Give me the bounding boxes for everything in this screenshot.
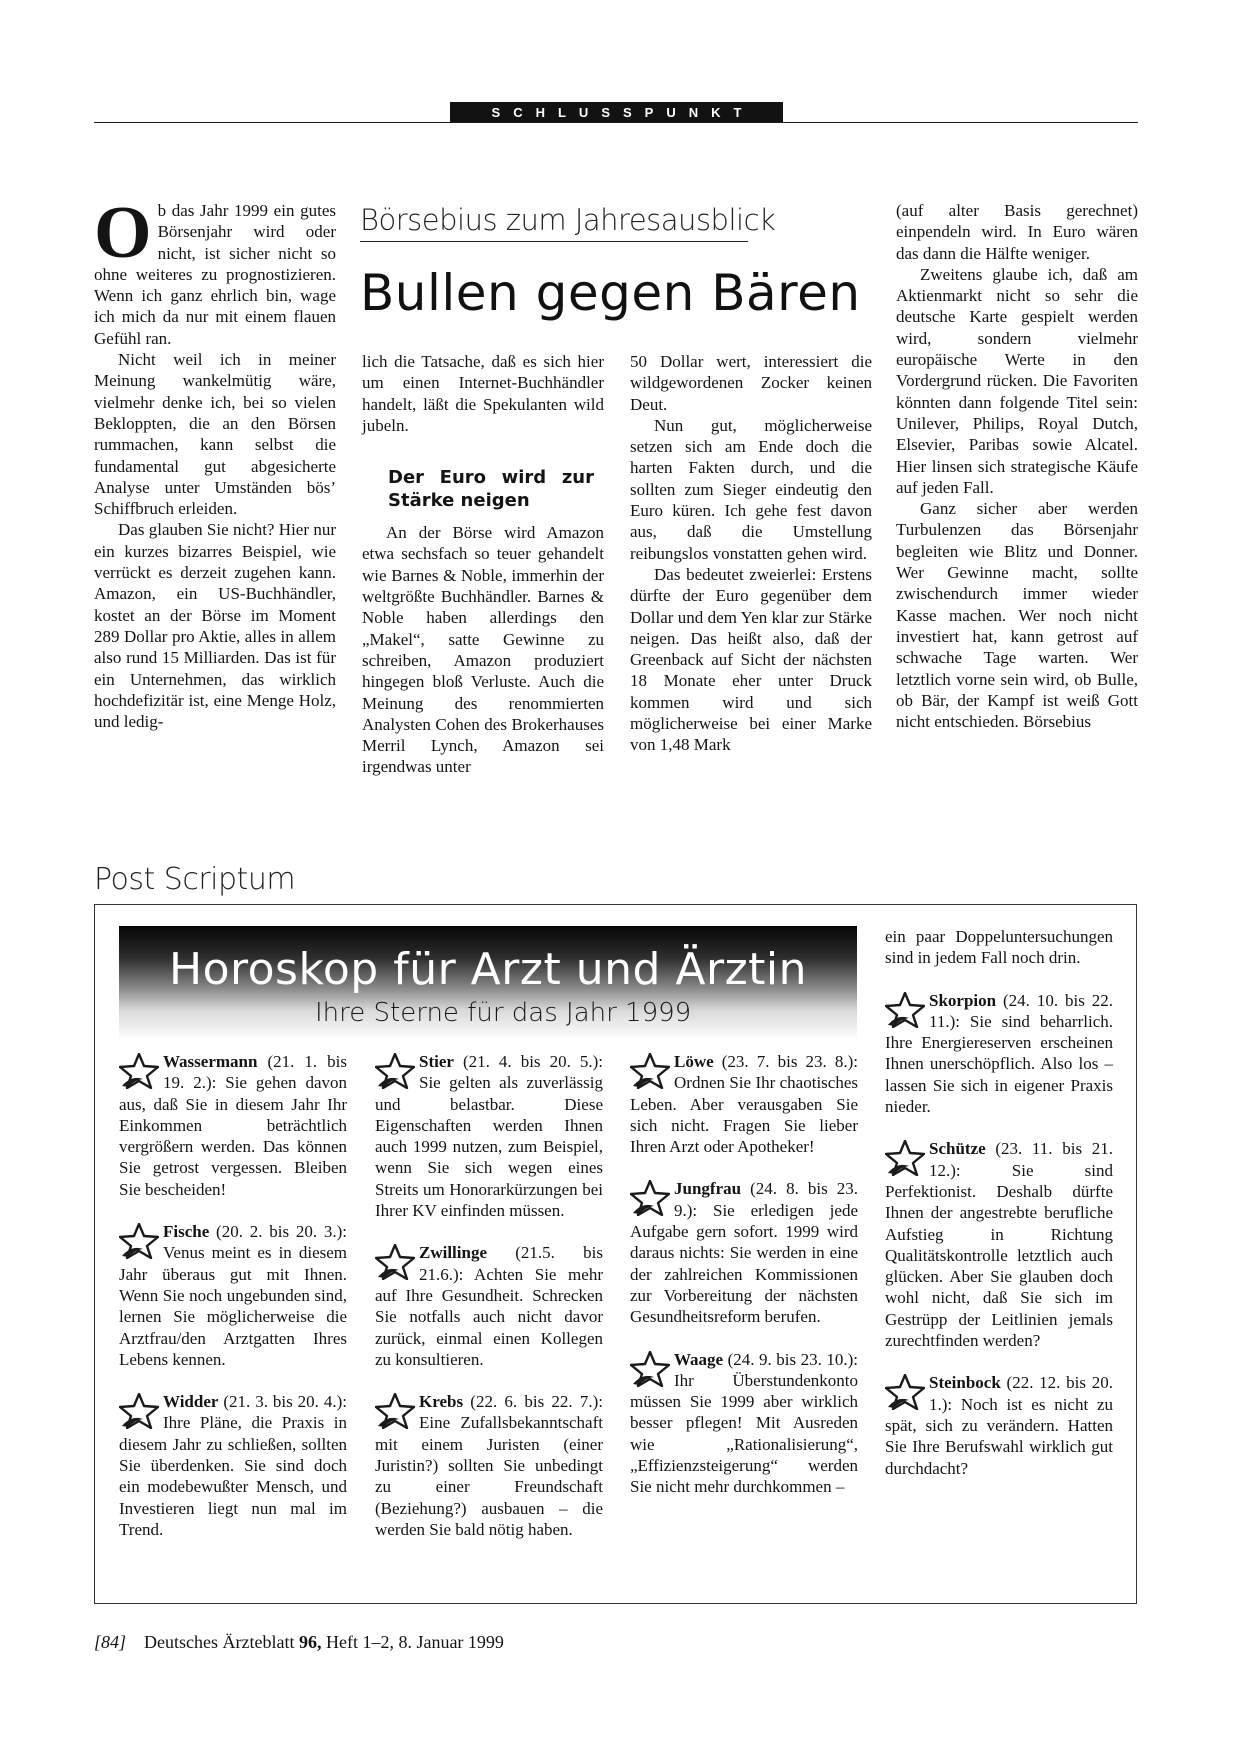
star-icon <box>375 1244 415 1280</box>
horoscope-column-3 <box>630 1051 858 1519</box>
horoscope-entry: Fische (20. 2. bis 20. 3.): Venus meint es in diesem Jahr überaus gut mit Ihnen. Wenn Sie noch ungebunden sind, lernen Sie möglicherweise die Arztfrau/den Arztgatten Ihres Lebens kennen. <box>119 1222 347 1369</box>
zodiac-sign: Stier <box>419 1052 454 1071</box>
star-icon <box>375 1393 415 1429</box>
horoscope-entry: Krebs (22. 6. bis 22. 7.): Eine Zufallsbekanntschaft mit einem Juristen (einer Juristin?) sollten Sie unbedingt zu einer Freundschaft (Beziehung?) ausbauen – die werden Sie bald nötig haben. <box>375 1392 603 1539</box>
zodiac-sign: Steinbock <box>929 1373 1001 1393</box>
article-kicker: Börsebius zum Jahresausblick <box>360 203 776 237</box>
article-paragraph: An der Börse wird Amazon etwa sechsfach so teuer gehandelt wie Barnes & Noble, immerhin der weltgrößte Buchhändler. Barnes & Noble haben allerdings den „Makel“, satte Gewinne zu schreiben, Amazon produziert hingegen bloß Verluste. Auch die Meinung des renommierten Analysten Cohen des Brokerhauses Merril Lynch, Amazon sei irgendwas unter <box>362 523 604 777</box>
article-paragraph: lich die Tatsache, daß es sich hier um einen Internet-Buchhändler handelt, läßt die Spekulanten wild jubeln. <box>362 352 604 435</box>
horoscope-column-1 <box>119 1051 347 1561</box>
horoscope-entry: Waage (24. 9. bis 23. 10.): Ihr Überstundenkonto müssen Sie 1999 aber wirklich besser pflegen! Mit Ausreden wie „Rationalisierung“, „Effizienzsteigerung“ werden Sie nicht mehr durchkommen – <box>630 1349 858 1497</box>
article-paragraph: 50 Dollar wert, interessiert die wildgewordenen Zocker keinen Deut. <box>630 352 872 414</box>
journal-volume: 96, <box>298 1632 322 1652</box>
drop-cap: O <box>94 192 152 274</box>
horoscope-entry: Schütze (23. 11. bis 21. 12.): Sie sind Perfektionist. Deshalb dürfte Ihnen der angestrebte berufliche Aufstieg in Richtung Qualitätskontrolle letztlich auch glücken. Aber Sie glauben doch wohl nicht, daß Sie sich im Gestrüpp der Leitlinien jemals zurechtfinden werden? <box>885 1139 1113 1351</box>
zodiac-sign: Fische <box>163 1222 210 1242</box>
kicker-underline <box>360 241 748 242</box>
horoscope-subtitle: Ihre Sterne für das Jahr 1999 <box>315 998 692 1028</box>
star-icon <box>375 1053 415 1089</box>
star-icon <box>885 992 925 1028</box>
article-paragraph: Das bedeutet zweierlei: Erstens dürfte der Euro gegenüber dem Dollar und dem Yen klar zur Stärke neigen. Das heißt also, daß der Greenback auf Sicht der nächsten 18 Monate eher unter Druck kommen wird und sich möglicherweise bei einer Marke von 1,48 Mark <box>630 564 872 755</box>
section-label: SCHLUSSPUNKT <box>450 102 783 123</box>
article-column-3 <box>630 351 872 756</box>
star-icon <box>630 1351 670 1387</box>
article-paragraph: Ob das Jahr 1999 ein gutes Börsenjahr wird oder nicht, ist sicher nicht so ohne weiteres zu prognostizieren. Wenn ich ganz ehrlich bin, wage ich mich da nur mit einem flauen Gefühl ran. <box>94 192 336 348</box>
star-icon <box>119 1223 159 1259</box>
article-headline: Bullen gegen Bären <box>360 264 861 322</box>
article-paragraph: Nicht weil ich in meiner Meinung wankelmütig wäre, vielmehr denke ich, bei so vielen Bekloppten, die an den Börsen rummachen, kann selbst die fundamental gut abgesicherte Analyse unter Umständen bös’ Schiffbruch erleiden. <box>94 350 336 519</box>
horoscope-title: Horoskop für Arzt und Ärztin <box>169 944 808 995</box>
article-subhead: Der Euro wird zur Stärke neigen <box>388 467 594 512</box>
article-column-2 <box>362 351 604 778</box>
header-rule <box>94 122 1138 123</box>
zodiac-sign: Schütze <box>929 1139 986 1159</box>
article-column-1 <box>94 192 336 732</box>
zodiac-sign: Löwe <box>674 1052 714 1071</box>
article-paragraph: Zweitens glaube ich, daß am Aktienmarkt nicht so sehr die deutsche Karte gespielt werden wird, sondern vielmehr europäische Werte in den Vordergrund rücken. Die Favoriten könnten dann folgende Titel sein: Unilever, Philips, Royal Dutch, Elsevier, Paribas sowie Alcatel. Hier linsen sich strategische Käufe auf jeden Fall. <box>896 264 1138 497</box>
star-icon <box>885 1374 925 1410</box>
horoscope-column-4 <box>885 926 1113 1500</box>
zodiac-sign: Jungfrau <box>674 1179 742 1199</box>
horoscope-entry: Löwe (23. 7. bis 23. 8.): Ordnen Sie Ihr chaotisches Leben. Aber verausgaben Sie sich nicht. Fragen Sie lieber Ihren Arzt oder Apotheker! <box>630 1052 858 1157</box>
horoscope-entry: Jungfrau (24. 8. bis 23. 9.): Sie erledigen jede Aufgabe gern sofort. 1999 wird daraus nichts: Sie werden in eine der zahlreichen Kommissionen zur Vorbereitung der nächsten Gesundheitsreform berufen. <box>630 1179 858 1327</box>
zodiac-sign: Widder <box>163 1392 219 1412</box>
horoscope-entry: Stier (21. 4. bis 20. 5.): Sie gelten als zuverlässig und belastbar. Diese Eigenschaften werden Ihnen auch 1999 nutzen, zum Beispiel, wenn Sie sich wegen eines Streits um Honorarkürzungen bei Ihrer KV einfinden müssen. <box>375 1052 603 1221</box>
article-paragraph: (auf alter Basis gerechnet) einpendeln wird. In Euro wären das dann die Hälfte weniger. <box>896 201 1138 263</box>
star-icon <box>119 1393 159 1429</box>
horoscope-column-2 <box>375 1051 603 1561</box>
horoscope-entry: Widder (21. 3. bis 20. 4.): Ihre Pläne, die Praxis in diesem Jahr zu schließen, sollten Sie überdenken. Sie sind doch ein modebewußter Mensch, und Investieren liegt nun mal im Trend. <box>119 1392 347 1539</box>
article-column-4 <box>896 200 1138 732</box>
horoscope-entry: Steinbock (22. 12. bis 20. 1.): Noch ist es nicht zu spät, sich zu verändern. Hatten Sie Ihre Berufswahl wirklich gut durchdacht? <box>885 1373 1113 1478</box>
journal-name: Deutsches Ärzteblatt <box>144 1632 295 1652</box>
zodiac-sign: Wassermann <box>163 1052 258 1071</box>
page-number: [84] <box>94 1632 127 1652</box>
issue-info: Heft 1–2, 8. Januar 1999 <box>325 1632 504 1652</box>
horoscope-continuation: ein paar Doppeluntersuchungen sind in jedem Fall noch drin. <box>885 927 1113 968</box>
horoscope-entry: Zwillinge (21.5. bis 21.6.): Achten Sie mehr auf Ihre Gesundheit. Schrecken Sie notfalls auch nicht davor zurück, einmal einen Kollegen zu konsultieren. <box>375 1243 603 1369</box>
star-icon <box>630 1053 670 1089</box>
star-icon <box>119 1053 159 1089</box>
horoscope-entry: Wassermann (21. 1. bis 19. 2.): Sie gehen davon aus, daß Sie in diesem Jahr Ihr Einkommen beträchtlich vergrößern werden. Das können Sie getrost vergessen. Bleiben Sie bescheiden! <box>119 1052 347 1199</box>
horoscope-banner <box>119 926 857 1040</box>
star-icon <box>885 1140 925 1176</box>
zodiac-sign: Krebs <box>419 1392 464 1412</box>
zodiac-sign: Skorpion <box>929 990 997 1010</box>
article-paragraph: Nun gut, möglicherweise setzen sich am Ende doch die harten Fakten durch, und die sollten zum Sieger eindeutig den Euro küren. Ich gehe fest davon aus, daß die Umstellung reibungslos vonstatten gehen wird. <box>630 415 872 563</box>
horoscope-entry: Skorpion (24. 10. bis 22. 11.): Sie sind beharrlich. Ihre Energiereserven erscheinen Ihnen unerschöpflich. Also los – lassen Sie sich in eigener Praxis nieder. <box>885 990 1113 1117</box>
zodiac-sign: Zwillinge <box>419 1243 488 1263</box>
star-icon <box>630 1180 670 1216</box>
article-paragraph: Ganz sicher aber werden Turbulenzen das Börsenjahr begleiten wie Blitz und Donner. Wer Gewinne macht, sollte zwischendurch immer wieder Kasse machen. Wer noch nicht investiert hat, kann getrost auf schwache Tage warten. Wer letztlich vorne sein wird, ob Bulle, ob Bär, der Kampf ist weiß Gott nicht entschieden. Börsebius <box>896 499 1138 732</box>
article-paragraph: Das glauben Sie nicht? Hier nur ein kurzes bizarres Beispiel, wie verrückt es derzeit zugehen kann. Amazon, ein US-Buchhändler, kostet an der Börse im Moment 289 Dollar pro Aktie, alles in allem also rund 15 Milliarden. Das ist für ein Unternehmen, das wirklich hochdefizitär ist, eine Menge Holz, und ledig- <box>94 520 336 732</box>
page-footer <box>94 1632 504 1653</box>
postscriptum-title: Post Scriptum <box>94 862 296 897</box>
zodiac-sign: Waage <box>674 1349 724 1369</box>
